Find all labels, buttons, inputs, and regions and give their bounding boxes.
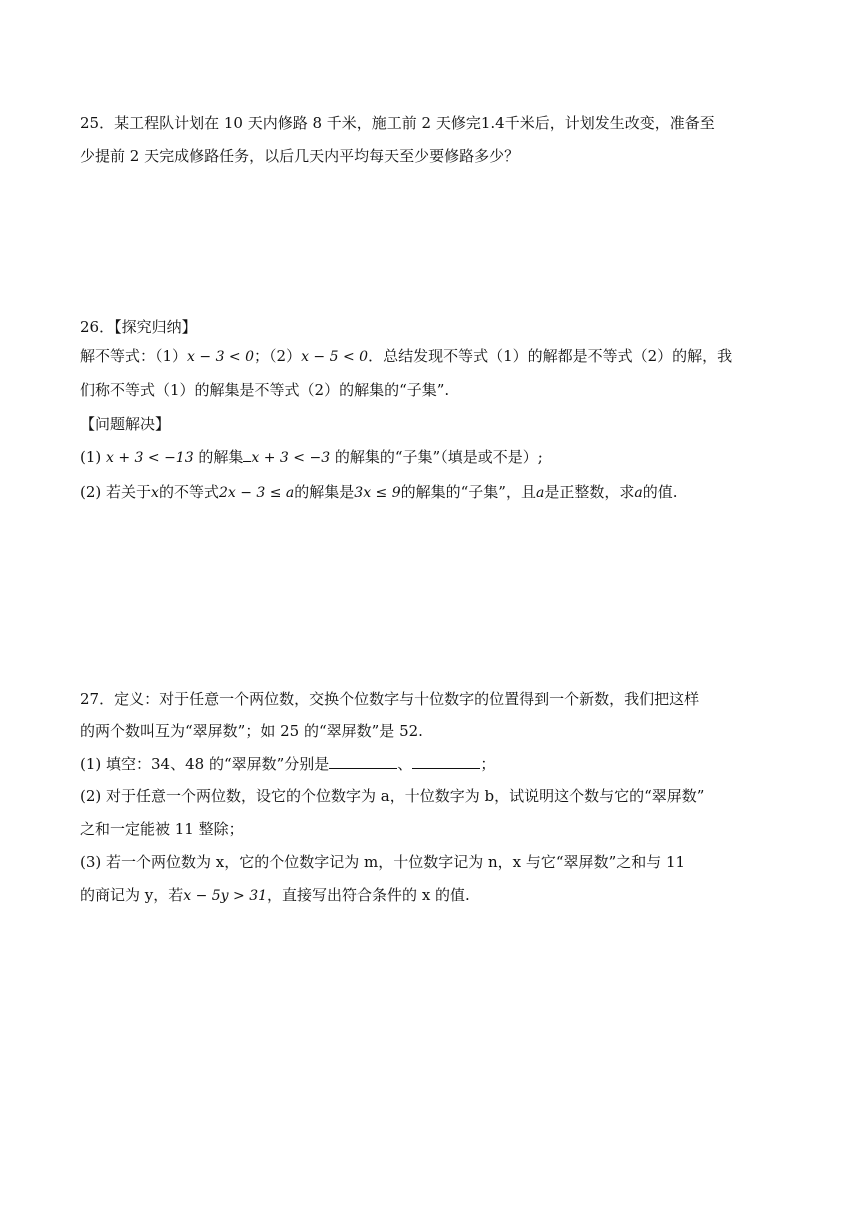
- q25-line-2: 少提前 2 天完成修路任务，以后几天内平均每天至少要修路多少？: [80, 147, 520, 165]
- q26-p2-text-c: 的解集是: [294, 483, 355, 501]
- q26-p2-text-a: (2) 若关于: [80, 483, 152, 501]
- q26-p2-var-x: x: [151, 485, 159, 501]
- q26-p1-inequality-2: x + 3 < −3: [251, 450, 331, 466]
- q26-p2-var-a: a: [535, 485, 545, 501]
- q27-p3-text-b: ，直接写出符合条件的 x 的值.: [267, 886, 470, 904]
- q27-p1-text-a: (1) 填空：34、48 的“翠屏数”分别是: [80, 755, 330, 773]
- q26-p2-text-e: 是正整数，求: [544, 483, 635, 501]
- q26-p1-text-a: (1): [80, 448, 107, 466]
- q26-line-1-text-c: ．总结发现不等式（1）的解都是不等式（2）的解，我: [368, 347, 733, 365]
- q26-p2-inequality-1: 2x − 3 ≤ a: [218, 485, 295, 501]
- q27-p1-answer-blank-2[interactable]: [412, 754, 480, 769]
- q26-p1-inequality-1: x + 3 < −13: [106, 450, 194, 466]
- q27-part-3-line-1: (3) 若一个两位数为 x，它的个位数字记为 m，十位数字记为 n，x 与它“翠屏数”之和与 11: [80, 853, 686, 871]
- q27-p3-text-a: 的商记为 y，若: [80, 886, 184, 904]
- q27-part-1: [80, 754, 495, 774]
- q26-p2-var-a-2: a: [634, 485, 643, 501]
- q26-part-1: [80, 447, 543, 468]
- q26-p2-text-b: 的不等式: [158, 483, 219, 501]
- q27-part-2-line-1: (2) 对于任意一个两位数，设它的个位数字为 a，十位数字为 b，试说明这个数与它的“翠屏数”: [80, 787, 705, 805]
- q27-p1-answer-blank-1[interactable]: [329, 754, 397, 769]
- q26-line-1-text-b: ；（2）: [254, 347, 302, 365]
- q26-p2-text-f: 的值.: [642, 483, 678, 501]
- q25-line-1: 25．某工程队计划在 10 天内修路 8 千米，施工前 2 天修完1.4千米后，计划发生改变，准备至: [80, 114, 715, 132]
- q27-line-2: 的两个数叫互为“翠屏数”；如 25 的“翠屏数”是 52.: [80, 722, 423, 740]
- q26-heading: 26．【探究归纳】: [80, 318, 197, 336]
- q26-line-1: [80, 346, 732, 367]
- q26-inequality-2: x − 5 < 0: [301, 349, 369, 365]
- q27-part-3-line-2: [80, 885, 470, 906]
- q27-line-1: 27．定义：对于任意一个两位数，交换个位数字与十位数字的位置得到一个新数，我们把这样: [80, 690, 700, 708]
- q26-part-2: [80, 482, 678, 503]
- q26-subheading: 【问题解决】: [80, 415, 171, 433]
- q26-p1-text-c: 的解集的“子集”（填是或不是）;: [330, 448, 543, 466]
- q26-p2-inequality-2: 3x ≤ 9: [354, 485, 401, 501]
- q27-p1-separator: 、: [397, 755, 413, 773]
- q26-p1-text-b: 的解集: [193, 448, 244, 466]
- q27-p3-inequality: x − 5y > 31: [183, 888, 268, 904]
- q26-inequality-1: x − 3 < 0: [187, 349, 255, 365]
- q26-line-2: 们称不等式（1）的解集是不等式（2）的解集的“子集”.: [80, 381, 450, 399]
- q26-line-1-text-a: 解不等式：（1）: [80, 347, 188, 365]
- q27-p1-end: ；: [480, 755, 496, 773]
- q26-p2-text-d: 的解集的“子集”，且: [400, 483, 536, 501]
- q27-part-2-line-2: 之和一定能被 11 整除；: [80, 820, 244, 838]
